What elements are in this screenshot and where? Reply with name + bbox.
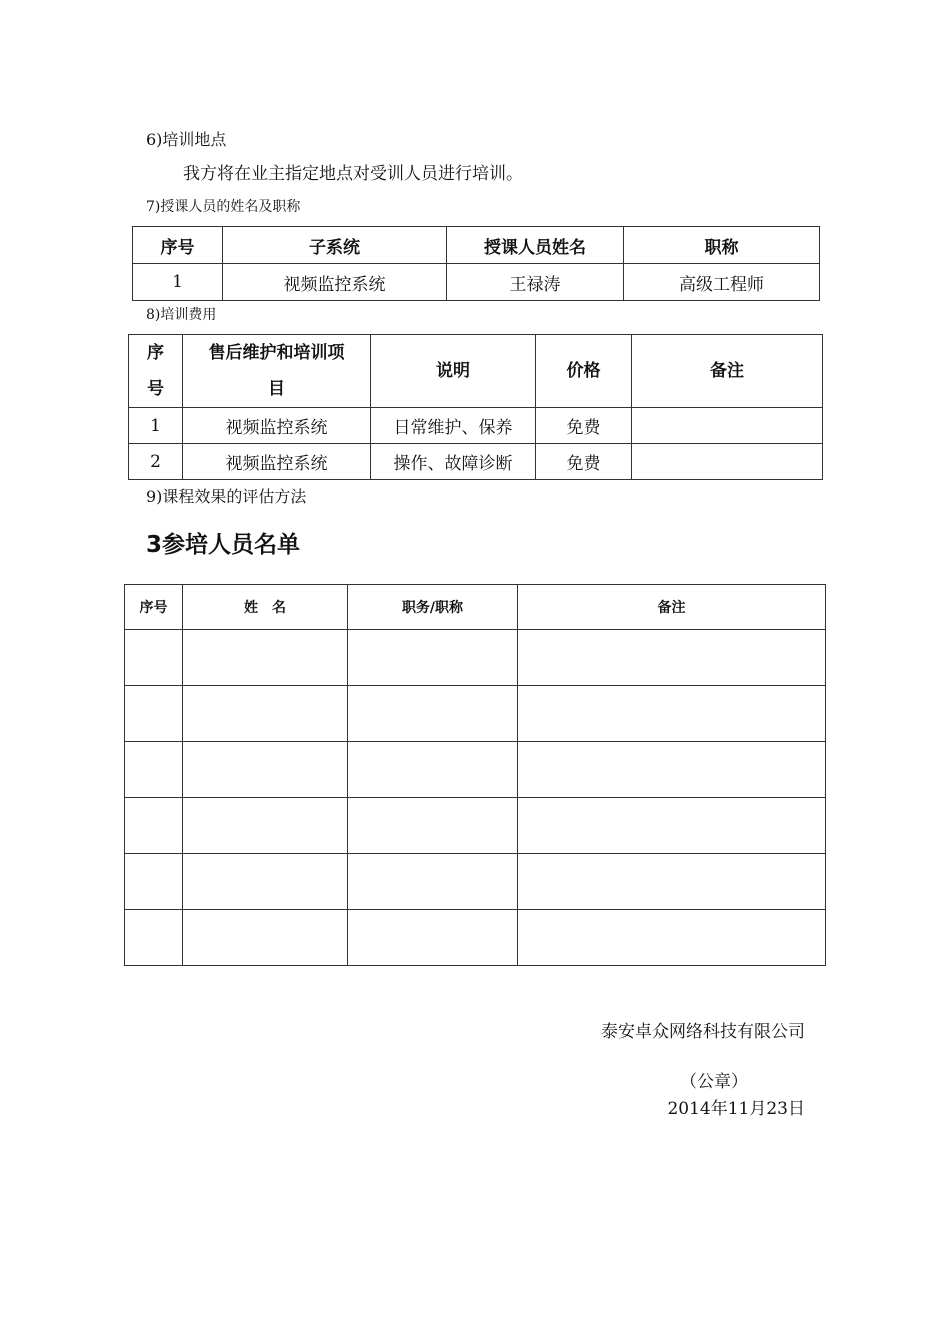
table-row	[133, 264, 820, 301]
cell-description: 操作、故障诊断	[371, 444, 536, 480]
col-header-price: 价格	[536, 335, 632, 408]
table-row	[125, 742, 826, 798]
cell-item: 视频监控系统	[183, 408, 371, 444]
col-header-instructor-name: 授课人员姓名	[447, 227, 624, 264]
col-header-remark: 备注	[518, 585, 826, 630]
col-header-position: 职务/职称	[348, 585, 518, 630]
instructor-table	[132, 226, 820, 301]
cell-item: 视频监控系统	[183, 444, 371, 480]
cell-title: 高级工程师	[624, 264, 820, 301]
cell-remark	[632, 444, 823, 480]
col-header-title: 职称	[624, 227, 820, 264]
table-row	[125, 798, 826, 854]
table-row	[125, 630, 826, 686]
table-row	[125, 854, 826, 910]
cell-index: 1	[129, 408, 183, 444]
section6-body: 我方将在业主指定地点对受训人员进行培训。	[183, 164, 523, 184]
col-header-item: 售后维护和培训项目	[183, 335, 371, 408]
cell-description: 日常维护、保养	[371, 408, 536, 444]
cell-price: 免费	[536, 408, 632, 444]
col-header-index: 序号	[129, 335, 183, 408]
section8-heading: 8)培训费用	[146, 307, 217, 323]
col-header-name: 姓 名	[183, 585, 348, 630]
section6-heading: 6)培训地点	[146, 130, 227, 149]
col-header-index: 序号	[125, 585, 183, 630]
participant-list-table	[124, 584, 826, 966]
cell-index: 2	[129, 444, 183, 480]
col-header-description: 说明	[371, 335, 536, 408]
company-name: 泰安卓众网络科技有限公司	[601, 1022, 805, 1042]
col-header-subsystem: 子系统	[223, 227, 447, 264]
table-row	[125, 910, 826, 966]
section3-title: 3参培人员名单	[146, 532, 301, 558]
col-header-index: 序号	[133, 227, 223, 264]
section9-heading: 9)课程效果的评估方法	[146, 487, 307, 506]
cell-index: 1	[133, 264, 223, 301]
col-header-remark: 备注	[632, 335, 823, 408]
table-row	[129, 444, 823, 480]
cell-remark	[632, 408, 823, 444]
seal-note: （公章）	[680, 1072, 748, 1092]
signature-date: 2014年11月23日	[667, 1099, 805, 1119]
cell-instructor-name: 王禄涛	[447, 264, 624, 301]
training-fee-table	[128, 334, 823, 480]
table-row	[129, 408, 823, 444]
table-row	[125, 686, 826, 742]
cell-price: 免费	[536, 444, 632, 480]
cell-subsystem: 视频监控系统	[223, 264, 447, 301]
section7-heading: 7)授课人员的姓名及职称	[146, 199, 301, 215]
